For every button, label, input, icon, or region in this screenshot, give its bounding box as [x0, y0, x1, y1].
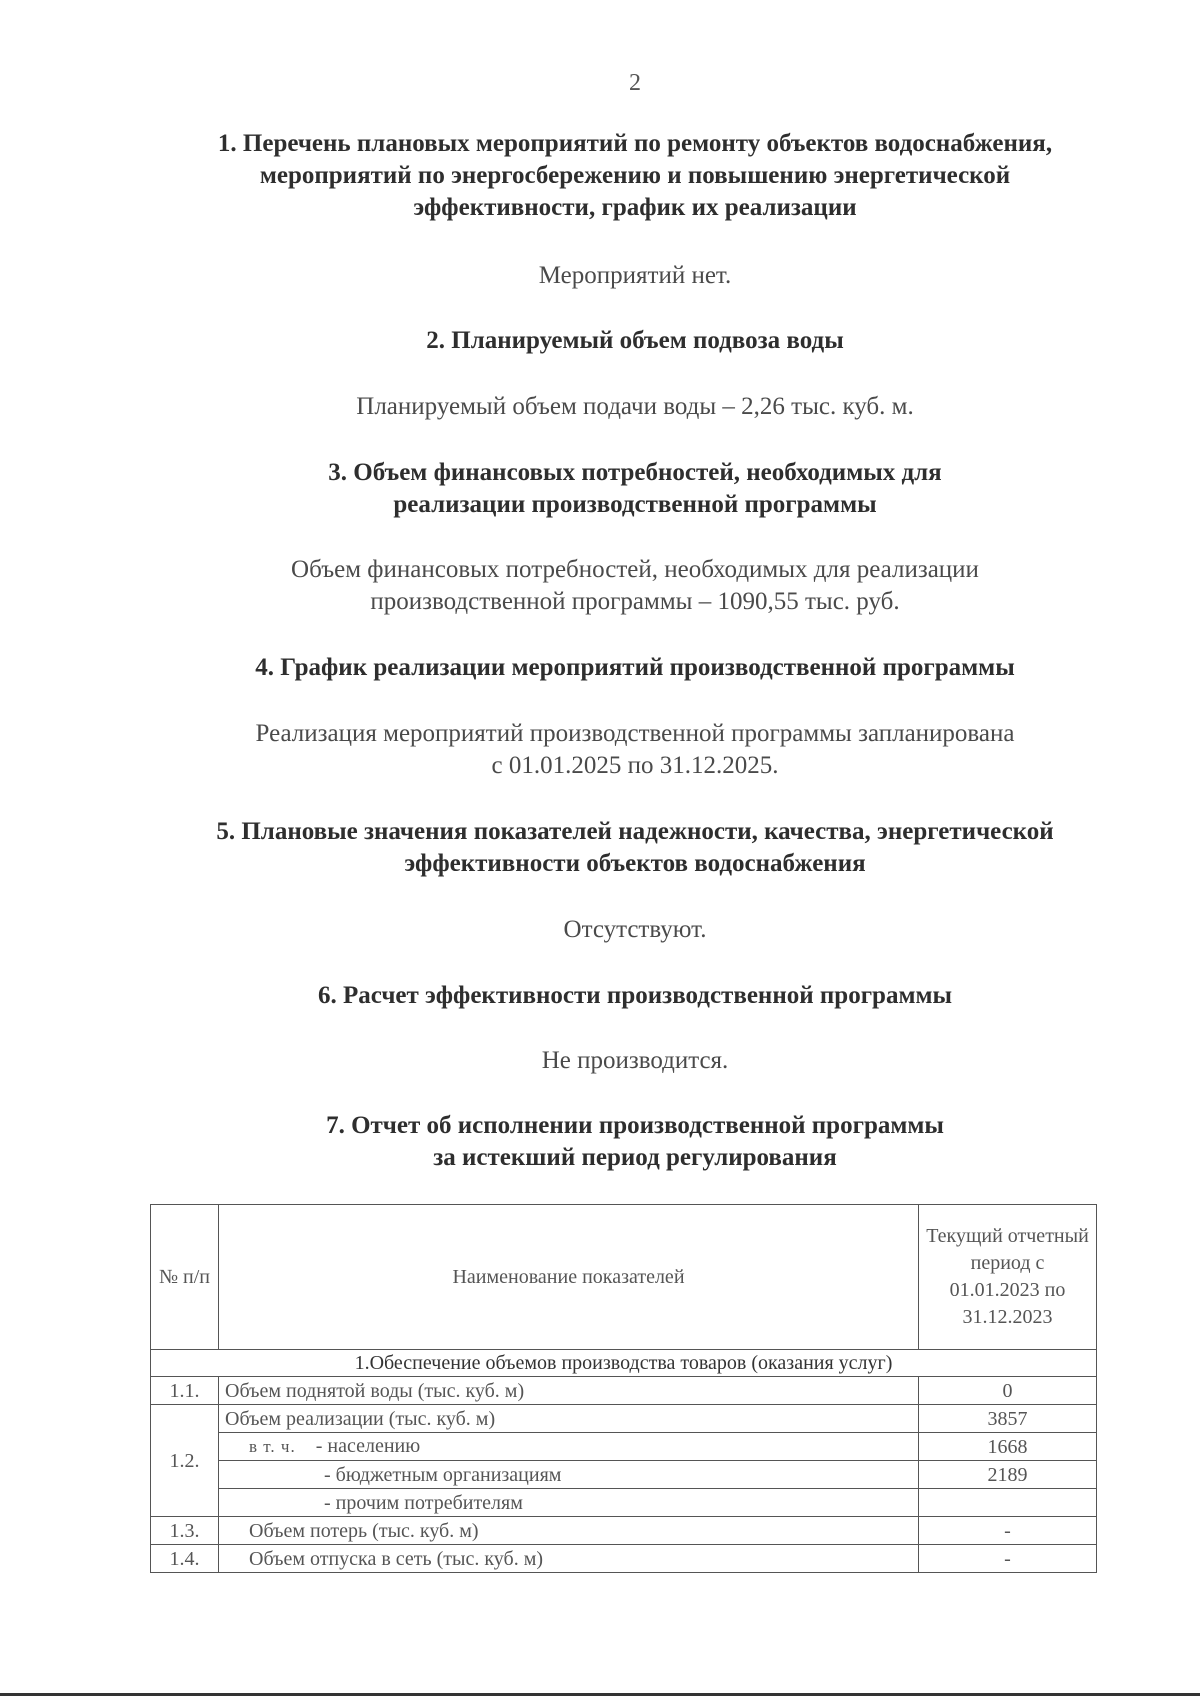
table-section-title: 1.Обеспечение объемов производства товаров (оказания услуг) [151, 1350, 1097, 1377]
bottom-border [0, 1693, 1200, 1696]
section-heading-line: мероприятий по энергосбережению и повышению энергетической [259, 162, 1011, 189]
header-name: Наименование показателей [219, 1205, 919, 1350]
row-num: 1.3. [151, 1517, 219, 1545]
row-name: Объем отпуска в сеть (тыс. куб. м) [219, 1545, 919, 1573]
row-value: 1668 [919, 1433, 1097, 1461]
row-value [919, 1489, 1097, 1517]
section-5 [140, 816, 1130, 880]
section-body-line: Объем финансовых потребностей, необходимых для реализации [291, 556, 979, 583]
section-heading-line: 7. Отчет об исполнении производственной программы [326, 1112, 944, 1139]
row-prefix: в т. ч. [249, 1437, 296, 1456]
table-row [151, 1489, 1097, 1517]
section-body-line: производственной программы – 1090,55 тыс. руб. [370, 588, 900, 615]
section-1-body [140, 260, 1130, 292]
table-row [151, 1405, 1097, 1433]
section-body-line: с 01.01.2025 по 31.12.2025. [491, 752, 779, 779]
row-name-text: - населению [315, 1435, 421, 1457]
section-body-line: Планируемый объем подачи воды – 2,26 тыс. куб. м. [356, 393, 914, 420]
section-5-body [140, 914, 1130, 946]
row-num: 1.1. [151, 1377, 219, 1405]
section-body-line: Не производится. [541, 1047, 729, 1074]
section-heading-line: 4. График реализации мероприятий производственной программы [255, 654, 1015, 681]
row-name: Объем поднятой воды (тыс. куб. м) [219, 1377, 919, 1405]
table-section-row [151, 1350, 1097, 1377]
row-name: Объем реализации (тыс. куб. м) [219, 1405, 919, 1433]
table-row [151, 1377, 1097, 1405]
section-heading-line: 6. Расчет эффективности производственной программы [317, 982, 953, 1009]
section-2-body [140, 391, 1130, 423]
section-body-line: Реализация мероприятий производственной программы запланирована [255, 720, 1015, 747]
page-number: 2 [629, 70, 641, 96]
section-heading-line: 3. Объем финансовых потребностей, необходимых для [328, 459, 942, 486]
row-value: - [919, 1517, 1097, 1545]
report-table [150, 1204, 1097, 1573]
row-value: 3857 [919, 1405, 1097, 1433]
section-heading-line: реализации производственной программы [393, 491, 877, 518]
section-heading-line: 5. Плановые значения показателей надежности, качества, энергетической [216, 818, 1054, 845]
section-4 [140, 652, 1130, 684]
section-7 [140, 1110, 1130, 1174]
table-row [151, 1433, 1097, 1461]
row-num: 1.4. [151, 1545, 219, 1573]
section-4-body [140, 718, 1130, 782]
table-row [151, 1545, 1097, 1573]
row-value: 2189 [919, 1461, 1097, 1489]
section-1 [140, 128, 1130, 224]
section-body-line: Мероприятий нет. [538, 262, 732, 289]
section-3 [140, 457, 1130, 521]
row-value: 0 [919, 1377, 1097, 1405]
header-period: Текущий отчетный период с 01.01.2023 по 31.12.2023 [919, 1205, 1097, 1350]
row-name [219, 1433, 919, 1461]
section-2 [140, 325, 1130, 357]
table-row [151, 1461, 1097, 1489]
row-name: - бюджетным организациям [219, 1461, 919, 1489]
header-num: № п/п [151, 1205, 219, 1350]
section-6-body [140, 1045, 1130, 1077]
section-heading-line: 1. Перечень плановых мероприятий по ремонту объектов водоснабжения, [217, 130, 1053, 157]
row-name: Объем потерь (тыс. куб. м) [219, 1517, 919, 1545]
row-name: - прочим потребителям [219, 1489, 919, 1517]
table-header-row [151, 1205, 1097, 1350]
row-num: 1.2. [151, 1405, 219, 1517]
section-heading-line: эффективности объектов водоснабжения [404, 850, 866, 877]
section-heading-line: эффективности, график их реализации [413, 194, 857, 221]
section-heading-line: за истекший период регулирования [433, 1144, 837, 1171]
section-heading-line: 2. Планируемый объем подвоза воды [426, 327, 844, 354]
row-value: - [919, 1545, 1097, 1573]
section-3-body [140, 554, 1130, 618]
table-row [151, 1517, 1097, 1545]
section-body-line: Отсутствуют. [563, 916, 707, 943]
section-6 [140, 980, 1130, 1012]
